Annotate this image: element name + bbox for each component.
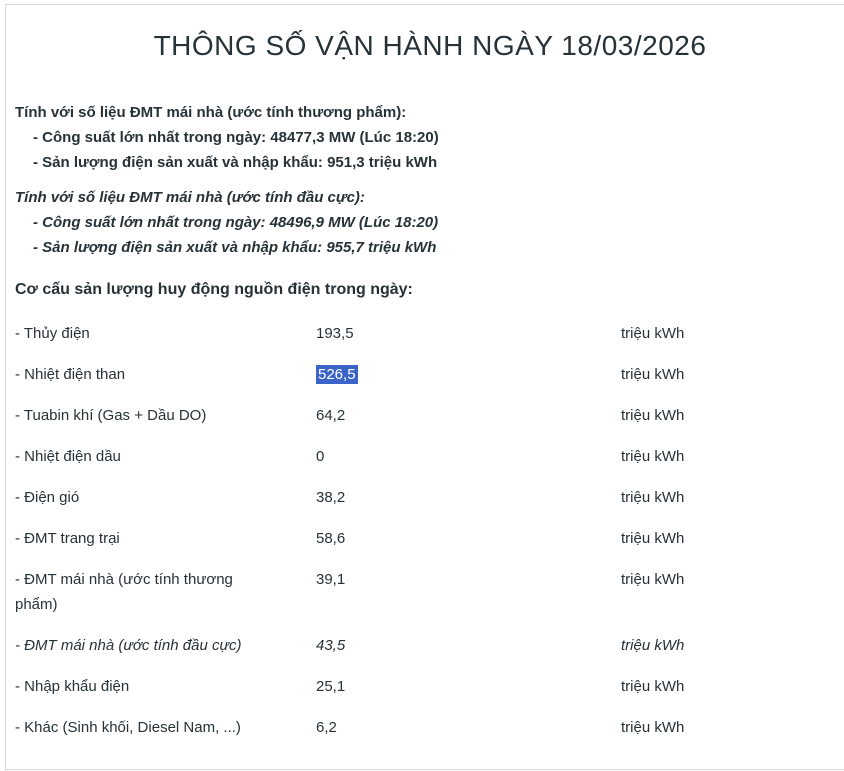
unit-label: triệu kWh	[621, 366, 685, 383]
source-label: - ĐMT mái nhà (ước tính đầu cực)	[15, 637, 242, 654]
value-cell	[316, 526, 621, 551]
source-value: 193,5	[316, 325, 354, 342]
source-value: 43,5	[316, 637, 346, 654]
source-label: - Nhiệt điện dầu	[15, 448, 121, 465]
source-value: 6,2	[316, 719, 337, 736]
unit-label: triệu kWh	[621, 489, 685, 506]
unit-label: triệu kWh	[621, 719, 685, 736]
section-heading: Tính với số liệu ĐMT mái nhà (ước tính đầu cực):	[15, 189, 365, 206]
table-row	[15, 674, 844, 699]
value-cell	[316, 633, 621, 658]
source-label: - Nhập khẩu điện	[15, 678, 130, 695]
table-row	[15, 633, 844, 658]
unit-label: triệu kWh	[621, 678, 685, 695]
table-row	[15, 362, 844, 387]
source-label: - Khác (Sinh khối, Diesel Nam, ...)	[15, 719, 241, 736]
table-row	[15, 403, 844, 428]
table-row	[15, 321, 844, 346]
max-capacity-line: - Công suất lớn nhất trong ngày: 48496,9 MW (Lúc 18:20)	[33, 214, 439, 231]
unit-label: triệu kWh	[621, 407, 685, 424]
source-label: - Thủy điện	[15, 325, 90, 342]
max-capacity-line: - Công suất lớn nhất trong ngày: 48477,3 MW (Lúc 18:20)	[33, 129, 439, 146]
source-value: 58,6	[316, 530, 346, 547]
source-value: 25,1	[316, 678, 346, 695]
source-label: - ĐMT mái nhà (ước tính thương phẩm)	[15, 571, 233, 613]
source-value: 39,1	[316, 571, 346, 588]
page-title: THÔNG SỐ VẬN HÀNH NGÀY 18/03/2026	[153, 30, 707, 61]
source-value: 38,2	[316, 489, 346, 506]
unit-label: triệu kWh	[621, 325, 685, 342]
table-row	[15, 715, 844, 740]
source-label: - Tuabin khí (Gas + Dầu DO)	[15, 407, 207, 424]
generation-table	[15, 321, 844, 740]
table-row	[15, 444, 844, 469]
report-card-content	[6, 5, 844, 740]
energy-output-line: - Sản lượng điện sản xuất và nhập khẩu: 951,3 triệu kWh	[33, 154, 438, 171]
table-row	[15, 485, 844, 510]
value-cell	[316, 674, 621, 699]
value-cell	[316, 362, 621, 387]
generation-mix-heading: Cơ cấu sản lượng huy động nguồn điện trong ngày:	[15, 281, 413, 298]
source-label: - Điện gió	[15, 489, 80, 506]
source-value: 64,2	[316, 407, 346, 424]
table-row	[15, 526, 844, 551]
table-row	[15, 567, 844, 617]
value-cell	[316, 567, 621, 592]
value-cell	[316, 403, 621, 428]
value-cell	[316, 321, 621, 346]
unit-label: triệu kWh	[621, 530, 685, 547]
value-cell	[316, 444, 621, 469]
source-value: 0	[316, 448, 325, 465]
value-cell	[316, 715, 621, 740]
unit-label: triệu kWh	[621, 571, 685, 588]
source-label: - ĐMT trang trại	[15, 530, 120, 547]
selected-source-value: 526,5	[318, 366, 356, 383]
section-heading: Tính với số liệu ĐMT mái nhà (ước tính thương phẩm):	[15, 104, 407, 121]
source-label: - Nhiệt điện than	[15, 366, 126, 383]
energy-output-line: - Sản lượng điện sản xuất và nhập khẩu: 955,7 triệu kWh	[33, 239, 437, 256]
value-cell	[316, 485, 621, 510]
unit-label: triệu kWh	[621, 448, 685, 465]
section-terminal-estimate	[15, 185, 844, 260]
unit-label: triệu kWh	[621, 637, 685, 654]
report-card	[5, 4, 844, 770]
section-commercial-estimate	[15, 100, 844, 175]
